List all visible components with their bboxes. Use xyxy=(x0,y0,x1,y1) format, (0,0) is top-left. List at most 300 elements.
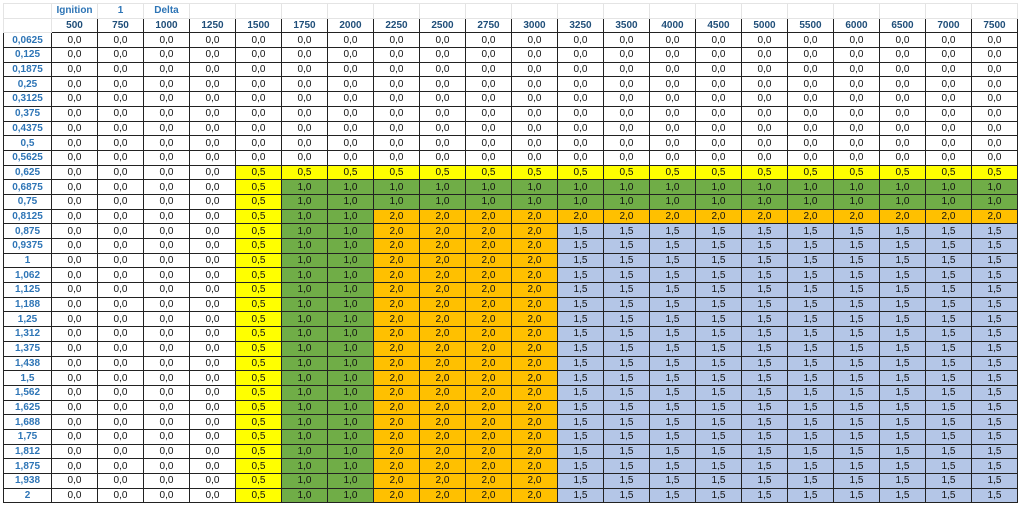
value-cell[interactable]: 0,0 xyxy=(190,312,236,327)
value-cell[interactable]: 1,5 xyxy=(788,253,834,268)
value-cell[interactable]: 0,0 xyxy=(880,121,926,136)
value-cell[interactable]: 0,0 xyxy=(52,444,98,459)
value-cell[interactable]: 1,0 xyxy=(282,385,328,400)
value-cell[interactable]: 2,0 xyxy=(880,209,926,224)
value-cell[interactable]: 0,0 xyxy=(972,92,1018,107)
value-cell[interactable]: 0,0 xyxy=(926,62,972,77)
value-cell[interactable]: 0,0 xyxy=(98,356,144,371)
value-cell[interactable]: 0,0 xyxy=(328,77,374,92)
value-cell[interactable]: 1,5 xyxy=(696,341,742,356)
value-cell[interactable]: 0,0 xyxy=(98,341,144,356)
value-cell[interactable]: 0,0 xyxy=(190,136,236,151)
value-cell[interactable]: 2,0 xyxy=(466,415,512,430)
value-cell[interactable]: 0,0 xyxy=(190,62,236,77)
value-cell[interactable]: 1,5 xyxy=(788,415,834,430)
column-header-cell[interactable]: 2750 xyxy=(466,18,512,33)
value-cell[interactable]: 2,0 xyxy=(512,268,558,283)
value-cell[interactable]: 1,5 xyxy=(972,400,1018,415)
value-cell[interactable]: 1,5 xyxy=(788,224,834,239)
row-header-cell[interactable]: 0,75 xyxy=(4,194,52,209)
value-cell[interactable]: 0,0 xyxy=(466,48,512,63)
value-cell[interactable]: 0,0 xyxy=(742,62,788,77)
value-cell[interactable]: 0,0 xyxy=(604,121,650,136)
value-cell[interactable]: 1,0 xyxy=(282,459,328,474)
value-cell[interactable]: 2,0 xyxy=(374,429,420,444)
value-cell[interactable]: 0,0 xyxy=(98,62,144,77)
value-cell[interactable]: 2,0 xyxy=(420,385,466,400)
value-cell[interactable]: 0,0 xyxy=(512,150,558,165)
corner-cell[interactable] xyxy=(4,18,52,33)
value-cell[interactable]: 0,0 xyxy=(52,474,98,489)
value-cell[interactable]: 1,5 xyxy=(558,371,604,386)
value-cell[interactable]: 0,0 xyxy=(374,62,420,77)
value-cell[interactable]: 0,0 xyxy=(190,371,236,386)
value-cell[interactable]: 0,0 xyxy=(282,62,328,77)
value-cell[interactable]: 0,0 xyxy=(972,33,1018,48)
value-cell[interactable]: 2,0 xyxy=(466,239,512,254)
value-cell[interactable]: 0,0 xyxy=(880,62,926,77)
value-cell[interactable]: 1,0 xyxy=(328,400,374,415)
value-cell[interactable]: 1,5 xyxy=(558,253,604,268)
value-cell[interactable]: 1,5 xyxy=(696,356,742,371)
value-cell[interactable]: 2,0 xyxy=(420,224,466,239)
value-cell[interactable]: 1,5 xyxy=(788,312,834,327)
value-cell[interactable]: 2,0 xyxy=(374,224,420,239)
value-cell[interactable]: 0,0 xyxy=(52,209,98,224)
value-cell[interactable]: 1,5 xyxy=(558,297,604,312)
value-cell[interactable]: 1,0 xyxy=(282,180,328,195)
value-cell[interactable]: 1,5 xyxy=(972,327,1018,342)
value-cell[interactable]: 2,0 xyxy=(374,341,420,356)
empty-cell[interactable] xyxy=(788,4,834,19)
value-cell[interactable]: 0,0 xyxy=(98,297,144,312)
value-cell[interactable]: 0,0 xyxy=(558,92,604,107)
value-cell[interactable]: 0,0 xyxy=(144,136,190,151)
delta-label[interactable]: Delta xyxy=(144,4,190,19)
value-cell[interactable]: 1,5 xyxy=(972,312,1018,327)
empty-cell[interactable] xyxy=(420,4,466,19)
value-cell[interactable]: 1,5 xyxy=(788,444,834,459)
value-cell[interactable]: 1,0 xyxy=(788,194,834,209)
value-cell[interactable]: 0,0 xyxy=(742,77,788,92)
value-cell[interactable]: 2,0 xyxy=(420,312,466,327)
value-cell[interactable]: 0,5 xyxy=(880,165,926,180)
value-cell[interactable]: 0,0 xyxy=(144,312,190,327)
value-cell[interactable]: 2,0 xyxy=(374,385,420,400)
value-cell[interactable]: 1,5 xyxy=(650,356,696,371)
row-header-cell[interactable]: 0,5625 xyxy=(4,150,52,165)
value-cell[interactable]: 1,5 xyxy=(604,429,650,444)
value-cell[interactable]: 0,0 xyxy=(144,488,190,503)
value-cell[interactable]: 1,5 xyxy=(604,444,650,459)
value-cell[interactable]: 0,0 xyxy=(144,48,190,63)
value-cell[interactable]: 0,0 xyxy=(190,297,236,312)
value-cell[interactable]: 0,0 xyxy=(374,121,420,136)
value-cell[interactable]: 0,0 xyxy=(98,459,144,474)
value-cell[interactable]: 1,5 xyxy=(880,297,926,312)
value-cell[interactable]: 0,0 xyxy=(98,268,144,283)
value-cell[interactable]: 0,0 xyxy=(144,224,190,239)
value-cell[interactable]: 1,5 xyxy=(558,224,604,239)
value-cell[interactable]: 0,0 xyxy=(144,444,190,459)
value-cell[interactable]: 0,0 xyxy=(98,312,144,327)
value-cell[interactable]: 0,0 xyxy=(420,136,466,151)
value-cell[interactable]: 0,0 xyxy=(144,327,190,342)
value-cell[interactable]: 0,0 xyxy=(834,106,880,121)
value-cell[interactable]: 0,5 xyxy=(236,385,282,400)
value-cell[interactable]: 1,5 xyxy=(604,341,650,356)
value-cell[interactable]: 1,5 xyxy=(558,459,604,474)
row-header-cell[interactable]: 1,562 xyxy=(4,385,52,400)
value-cell[interactable]: 0,0 xyxy=(834,62,880,77)
value-cell[interactable]: 1,0 xyxy=(282,327,328,342)
value-cell[interactable]: 2,0 xyxy=(374,268,420,283)
value-cell[interactable]: 2,0 xyxy=(834,209,880,224)
value-cell[interactable]: 1,5 xyxy=(788,385,834,400)
value-cell[interactable]: 1,5 xyxy=(788,371,834,386)
row-header-cell[interactable]: 1,625 xyxy=(4,400,52,415)
value-cell[interactable]: 0,0 xyxy=(52,121,98,136)
value-cell[interactable]: 1,0 xyxy=(282,400,328,415)
value-cell[interactable]: 0,0 xyxy=(236,121,282,136)
value-cell[interactable]: 1,5 xyxy=(880,371,926,386)
value-cell[interactable]: 1,5 xyxy=(972,444,1018,459)
value-cell[interactable]: 0,0 xyxy=(282,106,328,121)
value-cell[interactable]: 0,0 xyxy=(466,121,512,136)
value-cell[interactable]: 0,0 xyxy=(650,106,696,121)
value-cell[interactable]: 0,0 xyxy=(98,165,144,180)
value-cell[interactable]: 0,0 xyxy=(282,92,328,107)
value-cell[interactable]: 1,5 xyxy=(650,312,696,327)
value-cell[interactable]: 2,0 xyxy=(512,356,558,371)
value-cell[interactable]: 1,5 xyxy=(926,385,972,400)
value-cell[interactable]: 0,0 xyxy=(650,136,696,151)
value-cell[interactable]: 1,5 xyxy=(788,239,834,254)
value-cell[interactable]: 1,0 xyxy=(420,180,466,195)
value-cell[interactable]: 2,0 xyxy=(420,371,466,386)
value-cell[interactable]: 2,0 xyxy=(512,253,558,268)
value-cell[interactable]: 0,5 xyxy=(466,165,512,180)
value-cell[interactable]: 0,0 xyxy=(788,62,834,77)
value-cell[interactable]: 2,0 xyxy=(374,283,420,298)
value-cell[interactable]: 0,0 xyxy=(98,253,144,268)
row-header-cell[interactable]: 0,125 xyxy=(4,48,52,63)
value-cell[interactable]: 1,5 xyxy=(558,283,604,298)
value-cell[interactable]: 1,5 xyxy=(696,283,742,298)
value-cell[interactable]: 2,0 xyxy=(420,444,466,459)
value-cell[interactable]: 1,5 xyxy=(880,429,926,444)
value-cell[interactable]: 0,0 xyxy=(190,121,236,136)
value-cell[interactable]: 0,5 xyxy=(236,415,282,430)
row-header-cell[interactable]: 1,125 xyxy=(4,283,52,298)
value-cell[interactable]: 1,5 xyxy=(788,341,834,356)
value-cell[interactable]: 1,5 xyxy=(972,429,1018,444)
value-cell[interactable]: 0,5 xyxy=(236,239,282,254)
value-cell[interactable]: 0,0 xyxy=(144,341,190,356)
value-cell[interactable]: 2,0 xyxy=(374,488,420,503)
value-cell[interactable]: 1,0 xyxy=(328,488,374,503)
value-cell[interactable]: 0,0 xyxy=(374,136,420,151)
column-header-cell[interactable]: 2250 xyxy=(374,18,420,33)
value-cell[interactable]: 1,5 xyxy=(650,371,696,386)
value-cell[interactable]: 1,0 xyxy=(788,180,834,195)
value-cell[interactable]: 1,5 xyxy=(696,400,742,415)
value-cell[interactable]: 0,0 xyxy=(558,48,604,63)
value-cell[interactable]: 1,5 xyxy=(926,327,972,342)
value-cell[interactable]: 0,0 xyxy=(742,48,788,63)
value-cell[interactable]: 1,5 xyxy=(972,415,1018,430)
value-cell[interactable]: 1,0 xyxy=(328,180,374,195)
value-cell[interactable]: 1,5 xyxy=(696,268,742,283)
value-cell[interactable]: 0,0 xyxy=(696,106,742,121)
value-cell[interactable]: 0,5 xyxy=(236,444,282,459)
row-header-cell[interactable]: 1,938 xyxy=(4,474,52,489)
value-cell[interactable]: 0,0 xyxy=(52,312,98,327)
value-cell[interactable]: 1,5 xyxy=(880,312,926,327)
value-cell[interactable]: 1,0 xyxy=(512,180,558,195)
row-header-cell[interactable]: 0,25 xyxy=(4,77,52,92)
value-cell[interactable]: 0,0 xyxy=(558,106,604,121)
value-cell[interactable]: 1,5 xyxy=(972,459,1018,474)
value-cell[interactable]: 1,0 xyxy=(834,194,880,209)
value-cell[interactable]: 1,5 xyxy=(880,224,926,239)
value-cell[interactable]: 0,0 xyxy=(236,92,282,107)
value-cell[interactable]: 0,0 xyxy=(52,283,98,298)
value-cell[interactable]: 0,0 xyxy=(190,385,236,400)
value-cell[interactable]: 0,0 xyxy=(558,121,604,136)
value-cell[interactable]: 1,5 xyxy=(650,297,696,312)
value-cell[interactable]: 1,5 xyxy=(834,312,880,327)
ignition-label[interactable]: Ignition xyxy=(52,4,98,19)
value-cell[interactable]: 0,0 xyxy=(696,77,742,92)
value-cell[interactable]: 1,5 xyxy=(742,356,788,371)
value-cell[interactable]: 0,0 xyxy=(144,62,190,77)
value-cell[interactable]: 1,5 xyxy=(834,268,880,283)
value-cell[interactable]: 0,5 xyxy=(328,165,374,180)
value-cell[interactable]: 2,0 xyxy=(512,371,558,386)
value-cell[interactable]: 1,5 xyxy=(604,312,650,327)
value-cell[interactable]: 1,0 xyxy=(328,415,374,430)
value-cell[interactable]: 0,0 xyxy=(52,106,98,121)
value-cell[interactable]: 1,0 xyxy=(282,283,328,298)
value-cell[interactable]: 2,0 xyxy=(420,253,466,268)
value-cell[interactable]: 1,5 xyxy=(696,488,742,503)
value-cell[interactable]: 0,0 xyxy=(742,136,788,151)
column-header-cell[interactable]: 3250 xyxy=(558,18,604,33)
value-cell[interactable]: 0,0 xyxy=(696,92,742,107)
empty-cell[interactable] xyxy=(558,4,604,19)
value-cell[interactable]: 0,0 xyxy=(696,48,742,63)
value-cell[interactable]: 1,0 xyxy=(328,371,374,386)
value-cell[interactable]: 1,5 xyxy=(926,312,972,327)
value-cell[interactable]: 0,0 xyxy=(788,48,834,63)
value-cell[interactable]: 0,0 xyxy=(190,33,236,48)
row-header-cell[interactable]: 0,4375 xyxy=(4,121,52,136)
value-cell[interactable]: 2,0 xyxy=(374,400,420,415)
empty-cell[interactable] xyxy=(374,4,420,19)
value-cell[interactable]: 0,0 xyxy=(420,92,466,107)
value-cell[interactable]: 1,5 xyxy=(558,474,604,489)
value-cell[interactable]: 1,5 xyxy=(742,474,788,489)
value-cell[interactable]: 0,0 xyxy=(512,92,558,107)
value-cell[interactable]: 0,5 xyxy=(236,327,282,342)
value-cell[interactable]: 2,0 xyxy=(512,488,558,503)
value-cell[interactable]: 0,0 xyxy=(98,385,144,400)
value-cell[interactable]: 0,0 xyxy=(190,48,236,63)
value-cell[interactable]: 0,0 xyxy=(650,150,696,165)
value-cell[interactable]: 1,5 xyxy=(650,429,696,444)
value-cell[interactable]: 1,5 xyxy=(558,488,604,503)
value-cell[interactable]: 1,5 xyxy=(558,415,604,430)
value-cell[interactable]: 1,5 xyxy=(696,312,742,327)
value-cell[interactable]: 2,0 xyxy=(420,209,466,224)
value-cell[interactable]: 1,5 xyxy=(742,283,788,298)
value-cell[interactable]: 1,5 xyxy=(926,253,972,268)
value-cell[interactable]: 0,0 xyxy=(972,106,1018,121)
value-cell[interactable]: 1,5 xyxy=(880,356,926,371)
value-cell[interactable]: 0,0 xyxy=(604,106,650,121)
value-cell[interactable]: 2,0 xyxy=(466,429,512,444)
empty-cell[interactable] xyxy=(650,4,696,19)
value-cell[interactable]: 1,0 xyxy=(328,474,374,489)
value-cell[interactable]: 2,0 xyxy=(512,385,558,400)
empty-cell[interactable] xyxy=(972,4,1018,19)
value-cell[interactable]: 1,5 xyxy=(696,415,742,430)
value-cell[interactable]: 0,0 xyxy=(190,194,236,209)
value-cell[interactable]: 1,0 xyxy=(466,194,512,209)
value-cell[interactable]: 0,0 xyxy=(880,92,926,107)
column-header-cell[interactable]: 6500 xyxy=(880,18,926,33)
row-header-cell[interactable]: 1,75 xyxy=(4,429,52,444)
value-cell[interactable]: 1,0 xyxy=(328,209,374,224)
value-cell[interactable]: 0,0 xyxy=(52,459,98,474)
value-cell[interactable]: 2,0 xyxy=(420,341,466,356)
value-cell[interactable]: 1,0 xyxy=(926,180,972,195)
value-cell[interactable]: 0,0 xyxy=(282,150,328,165)
value-cell[interactable]: 2,0 xyxy=(466,371,512,386)
value-cell[interactable]: 0,0 xyxy=(98,415,144,430)
value-cell[interactable]: 2,0 xyxy=(420,474,466,489)
value-cell[interactable]: 0,0 xyxy=(972,121,1018,136)
row-header-cell[interactable]: 1,375 xyxy=(4,341,52,356)
value-cell[interactable]: 2,0 xyxy=(420,297,466,312)
value-cell[interactable]: 0,0 xyxy=(282,33,328,48)
value-cell[interactable]: 2,0 xyxy=(466,341,512,356)
row-header-cell[interactable]: 1,438 xyxy=(4,356,52,371)
column-header-cell[interactable]: 1250 xyxy=(190,18,236,33)
value-cell[interactable]: 1,0 xyxy=(282,268,328,283)
value-cell[interactable]: 0,0 xyxy=(236,48,282,63)
value-cell[interactable]: 1,5 xyxy=(788,268,834,283)
value-cell[interactable]: 0,0 xyxy=(52,48,98,63)
value-cell[interactable]: 2,0 xyxy=(420,488,466,503)
value-cell[interactable]: 1,0 xyxy=(328,327,374,342)
value-cell[interactable]: 1,0 xyxy=(328,459,374,474)
value-cell[interactable]: 1,5 xyxy=(926,488,972,503)
value-cell[interactable]: 0,0 xyxy=(144,92,190,107)
value-cell[interactable]: 0,0 xyxy=(558,136,604,151)
value-cell[interactable]: 0,0 xyxy=(926,136,972,151)
value-cell[interactable]: 2,0 xyxy=(972,209,1018,224)
value-cell[interactable]: 0,0 xyxy=(604,62,650,77)
value-cell[interactable]: 2,0 xyxy=(466,488,512,503)
value-cell[interactable]: 1,5 xyxy=(650,253,696,268)
value-cell[interactable]: 0,0 xyxy=(880,33,926,48)
value-cell[interactable]: 2,0 xyxy=(420,283,466,298)
value-cell[interactable]: 0,0 xyxy=(144,400,190,415)
value-cell[interactable]: 0,0 xyxy=(650,121,696,136)
value-cell[interactable]: 2,0 xyxy=(466,356,512,371)
row-header-cell[interactable]: 1,062 xyxy=(4,268,52,283)
value-cell[interactable]: 1,0 xyxy=(282,194,328,209)
value-cell[interactable]: 0,0 xyxy=(742,106,788,121)
value-cell[interactable]: 2,0 xyxy=(466,224,512,239)
value-cell[interactable]: 1,5 xyxy=(604,415,650,430)
value-cell[interactable]: 2,0 xyxy=(512,474,558,489)
value-cell[interactable]: 0,0 xyxy=(328,33,374,48)
value-cell[interactable]: 1,5 xyxy=(788,356,834,371)
value-cell[interactable]: 0,5 xyxy=(236,283,282,298)
value-cell[interactable]: 0,0 xyxy=(420,33,466,48)
value-cell[interactable]: 0,0 xyxy=(650,92,696,107)
value-cell[interactable]: 1,5 xyxy=(972,297,1018,312)
value-cell[interactable]: 1,5 xyxy=(650,268,696,283)
value-cell[interactable]: 0,0 xyxy=(144,356,190,371)
value-cell[interactable]: 1,5 xyxy=(742,415,788,430)
value-cell[interactable]: 1,5 xyxy=(834,283,880,298)
row-header-cell[interactable]: 0,1875 xyxy=(4,62,52,77)
value-cell[interactable]: 0,5 xyxy=(742,165,788,180)
empty-cell[interactable] xyxy=(466,4,512,19)
value-cell[interactable]: 0,0 xyxy=(788,33,834,48)
value-cell[interactable]: 1,0 xyxy=(282,297,328,312)
column-header-cell[interactable]: 7500 xyxy=(972,18,1018,33)
value-cell[interactable]: 1,5 xyxy=(880,385,926,400)
value-cell[interactable]: 1,5 xyxy=(972,474,1018,489)
value-cell[interactable]: 1,0 xyxy=(742,180,788,195)
value-cell[interactable]: 0,0 xyxy=(52,224,98,239)
value-cell[interactable]: 1,5 xyxy=(604,253,650,268)
value-cell[interactable]: 1,0 xyxy=(880,194,926,209)
value-cell[interactable]: 1,5 xyxy=(650,400,696,415)
value-cell[interactable]: 1,0 xyxy=(282,488,328,503)
value-cell[interactable]: 1,5 xyxy=(880,474,926,489)
value-cell[interactable]: 0,5 xyxy=(236,297,282,312)
value-cell[interactable]: 2,0 xyxy=(374,356,420,371)
value-cell[interactable]: 0,5 xyxy=(236,180,282,195)
value-cell[interactable]: 1,5 xyxy=(604,283,650,298)
value-cell[interactable]: 1,5 xyxy=(604,371,650,386)
value-cell[interactable]: 1,5 xyxy=(742,385,788,400)
value-cell[interactable]: 0,0 xyxy=(98,224,144,239)
value-cell[interactable]: 0,0 xyxy=(52,429,98,444)
value-cell[interactable]: 0,0 xyxy=(512,77,558,92)
value-cell[interactable]: 0,0 xyxy=(788,77,834,92)
value-cell[interactable]: 2,0 xyxy=(466,283,512,298)
value-cell[interactable]: 1,5 xyxy=(604,239,650,254)
value-cell[interactable]: 1,5 xyxy=(742,444,788,459)
value-cell[interactable]: 1,5 xyxy=(834,385,880,400)
value-cell[interactable]: 0,0 xyxy=(144,283,190,298)
value-cell[interactable]: 1,5 xyxy=(696,371,742,386)
value-cell[interactable]: 0,0 xyxy=(558,62,604,77)
value-cell[interactable]: 0,0 xyxy=(144,474,190,489)
value-cell[interactable]: 1,5 xyxy=(604,474,650,489)
value-cell[interactable]: 2,0 xyxy=(512,283,558,298)
value-cell[interactable]: 1,0 xyxy=(650,180,696,195)
value-cell[interactable]: 1,0 xyxy=(282,429,328,444)
value-cell[interactable]: 0,5 xyxy=(236,356,282,371)
